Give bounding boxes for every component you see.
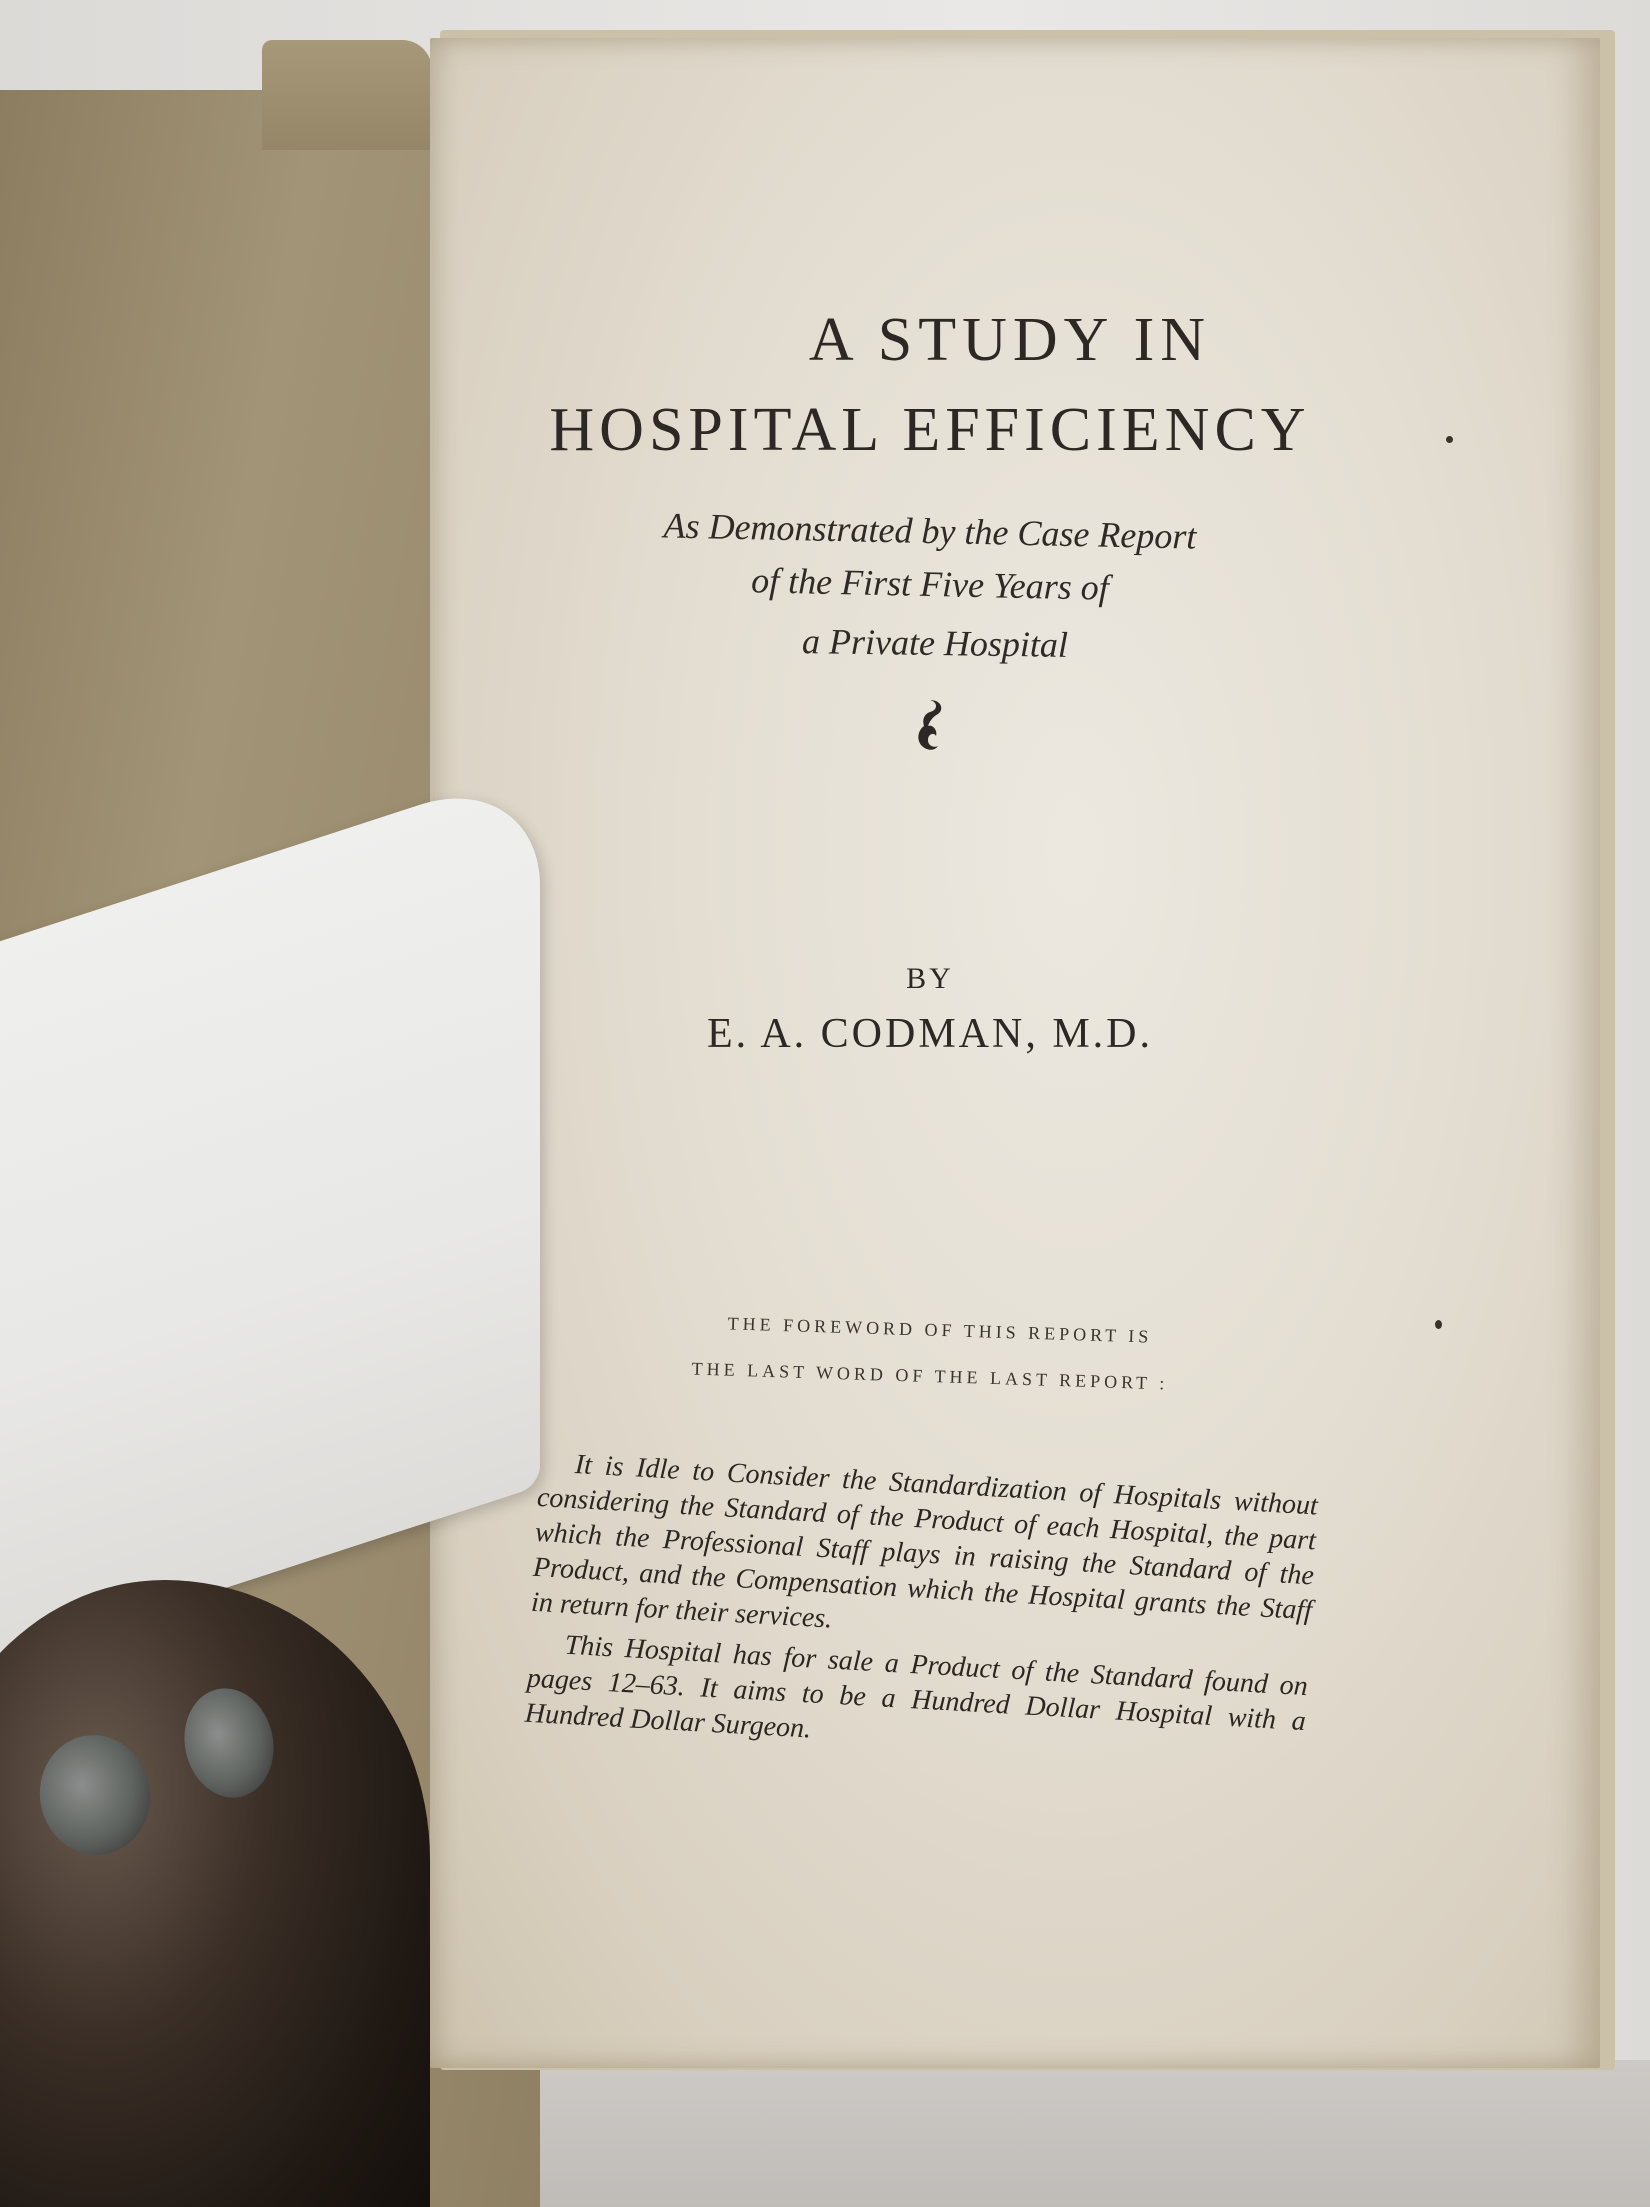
foreword-line-2: THE LAST WORD OF THE LAST REPORT :	[691, 1358, 1169, 1394]
subtitle-line-2: of the First Five Years of	[750, 560, 1110, 608]
title-line-2: HOSPITAL EFFICIENCY	[549, 396, 1311, 464]
title-line-1: A STUDY IN	[808, 306, 1212, 374]
subtitle-line-3: a Private Hospital	[801, 621, 1069, 665]
printers-ornament-icon	[908, 696, 948, 756]
quote-paragraph-2: This Hospital has for sale a Product of the Standard found on pages 12–63. It aims to be a Hundred Dollar Hospital with a Hundred Dollar Surgeon.	[524, 1629, 1309, 1745]
cover-top-fold	[262, 40, 432, 150]
quote-paragraph-1: It is Idle to Consider the Standardization of Hospitals without considering the Standard of the Product of each Hospital, the part which the Professional Staff plays in raising the Standard of the Product, and the Compensation which the Hospital grants the Staff in return for their services.	[530, 1449, 1319, 1635]
author-name: E. A. CODMAN, M.D.	[706, 1011, 1154, 1057]
foreword-line-1: THE FOREWORD OF THIS REPORT IS	[727, 1313, 1153, 1347]
ink-speck	[1446, 436, 1453, 443]
quotation-block	[524, 1445, 1319, 1774]
subtitle-line-1: As Demonstrated by the Case Report	[663, 505, 1197, 557]
ink-speck-2	[1435, 1320, 1442, 1329]
byline-by: BY	[906, 962, 954, 995]
